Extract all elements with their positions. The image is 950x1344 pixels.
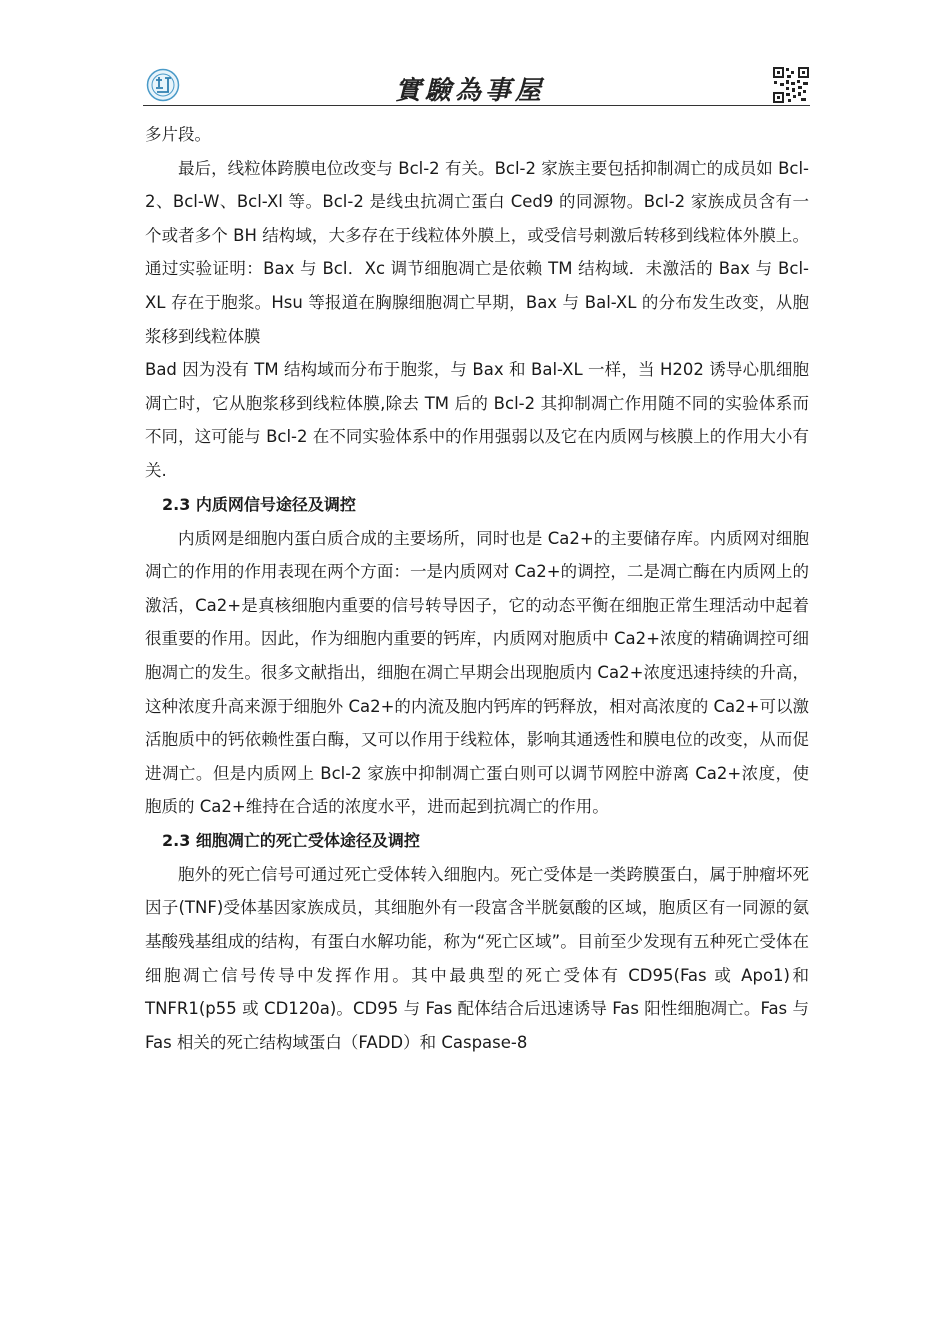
paragraph-bcl2: 最后，线粒体跨膜电位改变与 Bcl-2 有关。Bcl-2 家族主要包括抑制凋亡的成员如 Bcl-2、Bcl-W、Bcl-Xl 等。Bcl-2 是线虫抗凋亡蛋白 Ced9 的同源物。Bcl-2 家族成员含有一个或者多个 BH 结构域，大多存在于线粒体外膜上，或受信号刺激后转移到线粒体外膜上。通过实验证明：Bax 与 Bcl．Xc 调节细胞凋亡是依赖 TM 结构域．未激活的 Bax 与 Bcl-XL 存在于胞浆。Hsu 等报道在胸腺细胞凋亡早期，Bax 与 Bal-XL 的分布发生改变，从胞浆移到线粒体膜: [145, 158, 809, 346]
page-header: [143, 62, 810, 106]
qr-code-icon: [772, 66, 810, 104]
seal-logo-icon: [146, 68, 180, 102]
brand-title: 實驗為事屋: [395, 76, 546, 106]
paragraph-bad: Bad 因为没有 TM 结构域而分布于胞浆，与 Bax 和 Bal-XL 一样，当 H202 诱导心肌细胞凋亡时，它从胞浆移到线粒体膜,除去 TM 后的 Bcl-2 其抑制凋亡作用随不同的实验体系而不同，这可能与 Bcl-2 在不同实验体系中的作用强弱以及它在内质网与核膜上的作用大小有关.: [145, 360, 809, 480]
section-heading-er: 2.3 内质网信号途径及调控: [162, 494, 356, 514]
header-divider: [143, 105, 810, 106]
paragraph-er: 内质网是细胞内蛋白质合成的主要场所，同时也是 Ca2+的主要储存库。内质网对细胞凋亡的作用的作用表现在两个方面：一是内质网对 Ca2+的调控，二是凋亡酶在内质网上的激活，Ca2+是真核细胞内重要的信号转导因子，它的动态平衡在细胞正常生理活动中起着很重要的作用。因此，作为细胞内重要的钙库，内质网对胞质中 Ca2+浓度的精确调控可细胞凋亡的发生。很多文献指出，细胞在凋亡早期会出现胞质内 Ca2+浓度迅速持续的升高，这种浓度升高来源于细胞外 Ca2+的内流及胞内钙库的钙释放，相对高浓度的 Ca2+可以激活胞质中的钙依赖性蛋白酶，又可以作用于线粒体，影响其通透性和膜电位的改变，从而促进凋亡。但是内质网上 Bcl-2 家族中抑制凋亡蛋白则可以调节网腔中游离 Ca2+浓度，使胞质的 Ca2+维持在合适的浓度水平，进而起到抗凋亡的作用。: [145, 528, 809, 817]
document-body: [145, 118, 809, 1059]
paragraph-death-receptor: 胞外的死亡信号可通过死亡受体转入细胞内。死亡受体是一类跨膜蛋白，属于肿瘤坏死因子(TNF)受体基因家族成员，其细胞外有一段富含半胱氨酸的区域，胞质区有一同源的氨基酸残基组成的结构，有蛋白水解功能，称为“死亡区域”。目前至少发现有五种死亡受体在细胞凋亡信号传导中发挥作用。其中最典型的死亡受体有 CD95(Fas 或 Apo1)和 TNFR1(p55 或 CD120a)。CD95 与 Fas 配体结合后迅速诱导 Fas 阳性细胞凋亡。Fas 与 Fas 相关的死亡结构域蛋白（FADD）和 Caspase-8: [145, 864, 809, 1052]
paragraph-continuation: 多片段。: [145, 125, 211, 144]
section-heading-death-receptor: 2.3 细胞凋亡的死亡受体途径及调控: [162, 830, 420, 850]
